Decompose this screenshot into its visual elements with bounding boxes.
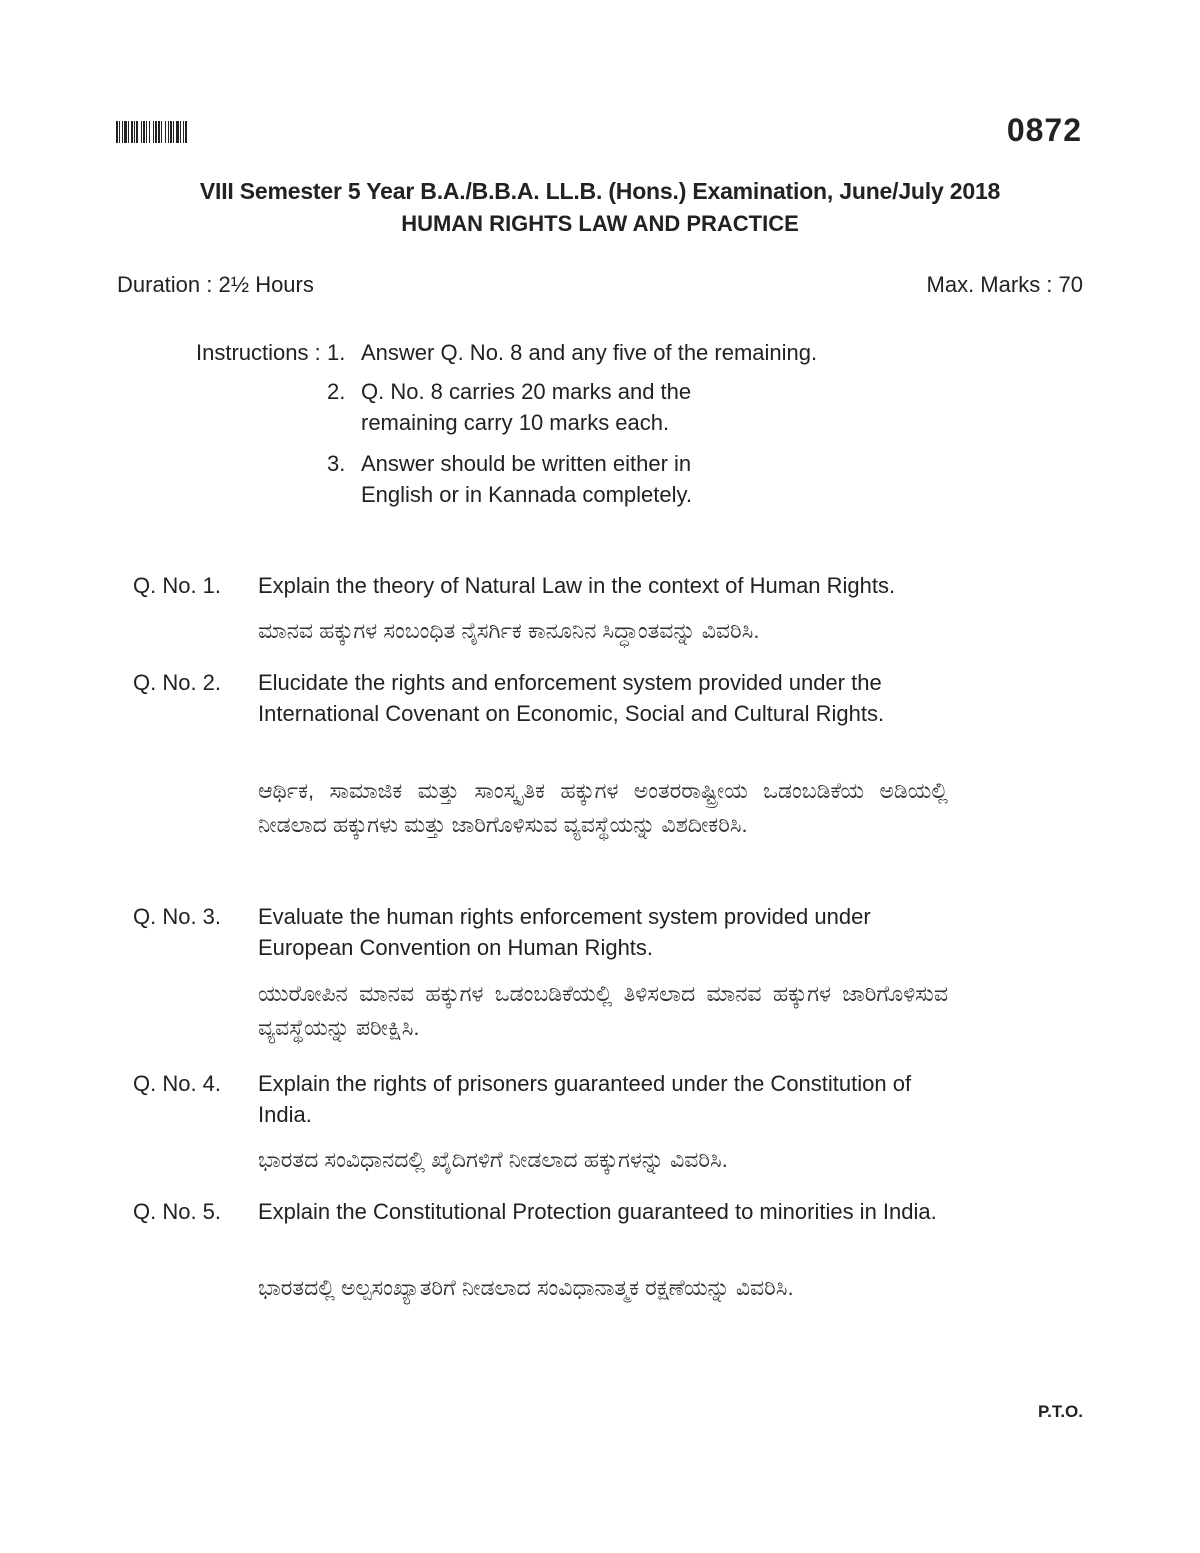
- instructions-label: Instructions :: [196, 340, 321, 365]
- question-text-kannada: ಯುರೋಪಿನ ಮಾನವ ಹಕ್ಕುಗಳ ಒಡಂಬಡಿಕೆಯಲ್ಲಿ ತಿಳಿಸಲಾದ ಮಾನವ ಹಕ್ಕುಗಳ ಜಾರಿಗೊಳಿಸುವ ವ್ಯವಸ್ಥೆಯನ್ನು ಪರೀಕ್ಷಿಸಿ.: [258, 981, 948, 1040]
- question-text-kannada: ಭಾರತದಲ್ಲಿ ಅಲ್ಪಸಂಖ್ಯಾತರಿಗೆ ನೀಡಲಾದ ಸಂವಿಧಾನಾತ್ಮಕ ರಕ್ಷಣೆಯನ್ನು ವಿವರಿಸಿ.: [258, 1275, 794, 1300]
- instruction-number: 3.: [327, 451, 346, 476]
- instruction-number: 2.: [327, 379, 346, 404]
- question-text-english: Elucidate the rights and enforcement system provided under the International Covenant on Economic, Social and Cultural Rights.: [258, 670, 885, 726]
- instruction-item: [327, 376, 751, 438]
- exam-title: VIII Semester 5 Year B.A./B.B.A. LL.B. (Hons.) Examination, June/July 2018: [199, 178, 1001, 204]
- question-text-english: Evaluate the human rights enforcement system provided under European Convention on Human Rights.: [258, 904, 871, 960]
- instruction-text: Answer should be written either in English or in Kannada completely.: [361, 451, 693, 507]
- barcode-image: [116, 121, 250, 143]
- question-text-kannada: ಮಾನವ ಹಕ್ಕುಗಳ ಸಂಬಂಧಿತ ನೈಸರ್ಗಿಕ ಕಾನೂನಿನ ಸಿದ್ಧಾಂತವನ್ನು ವಿವರಿಸಿ.: [258, 618, 760, 643]
- max-marks: Max. Marks : 70: [926, 272, 1083, 297]
- pto-label: P.T.O.: [1037, 1402, 1083, 1421]
- instruction-item: [327, 448, 751, 510]
- question-text-kannada: ಭಾರತದ ಸಂವಿಧಾನದಲ್ಲಿ ಖೈದಿಗಳಿಗೆ ನೀಡಲಾದ ಹಕ್ಕುಗಳನ್ನು ವಿವರಿಸಿ.: [258, 1147, 728, 1172]
- barcode-stripe: [187, 121, 188, 143]
- duration: Duration : 2½ Hours: [117, 272, 314, 297]
- question-text-english: Explain the theory of Natural Law in the context of Human Rights.: [258, 573, 896, 598]
- instruction-text: Answer Q. No. 8 and any five of the remaining.: [361, 340, 818, 365]
- instruction-text: Q. No. 8 carries 20 marks and the remaining carry 10 marks each.: [361, 379, 692, 435]
- paper-code: 0872: [1006, 112, 1082, 148]
- question-number: Q. No. 1.: [133, 573, 222, 598]
- question-text-english: Explain the rights of prisoners guaranteed under the Constitution of India.: [258, 1071, 912, 1127]
- question-number: Q. No. 5.: [133, 1199, 222, 1224]
- question-number: Q. No. 4.: [133, 1071, 222, 1096]
- question-number: Q. No. 3.: [133, 904, 222, 929]
- instruction-number: 1.: [327, 340, 346, 365]
- subject-title: HUMAN RIGHTS LAW AND PRACTICE: [401, 211, 799, 236]
- question-text-english: Explain the Constitutional Protection guaranteed to minorities in India.: [258, 1199, 937, 1224]
- question-text-kannada: ಆರ್ಥಿಕ, ಸಾಮಾಜಿಕ ಮತ್ತು ಸಾಂಸ್ಕೃತಿಕ ಹಕ್ಕುಗಳ ಅಂತರರಾಷ್ಟ್ರೀಯ ಒಡಂಬಡಿಕೆಯ ಅಡಿಯಲ್ಲಿ ನೀಡಲಾದ ಹಕ್ಕುಗಳು ಮತ್ತು ಜಾರಿಗೊಳಿಸುವ ವ್ಯವಸ್ಥೆಯನ್ನು ವಿಶದೀಕರಿಸಿ.: [258, 778, 948, 837]
- question-number: Q. No. 2.: [133, 670, 222, 695]
- instruction-item: [327, 337, 941, 368]
